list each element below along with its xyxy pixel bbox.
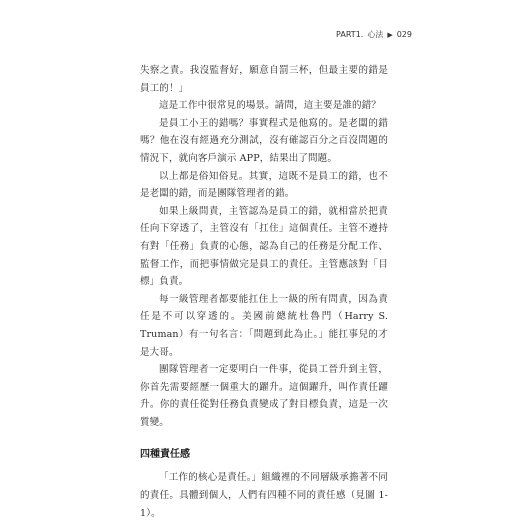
paragraph: 如果上級問責，主管認為是員工的錯，就相當於把責任向下穿透了，主管沒有「扛住」這個責任。主管不遵持有對「任務」負責的心態，認為自己的任務是分配工作、監督工作，而把事情做完是員工的責任。主管應該對「目標」負責。 xyxy=(140,205,388,288)
paragraph: 每一級管理者都要能扛住上一級的所有問責，因為責任是不可以穿透的。美國前總統杜魯門（Harry S. Truman）有一句名言：「問題到此為止。」能扛事兒的才是大哥。 xyxy=(140,293,388,358)
paragraph: 是員工小王的錯嗎？事實程式是他寫的。是老闆的錯嗎？他在沒有經過充分測試，沒有確認百分之百沒問題的情況下，就向客戶演示 APP，結果出了問題。 xyxy=(140,117,388,164)
triangle-right-icon: ▶ xyxy=(387,30,393,39)
paragraph: 失察之責。我沒監督好，願意自罰三杯，但最主要的錯是員工的！」 xyxy=(140,65,388,94)
section-label: 心法 xyxy=(367,30,384,39)
section-heading: 四種責任感 xyxy=(140,449,190,461)
part-label: PART1. xyxy=(336,30,364,39)
body-text-after xyxy=(140,469,388,522)
paragraph: 「工作的核心是責任。」組織裡的不同層級承擔著不同的責任。具體到個人，人們有四種不同的責任感（見圖 1-1）。 xyxy=(140,472,388,519)
paragraph: 團隊管理者一定要明白一件事，從員工晉升到主管，你首先需要經歷一個重大的躍升。這個躍升，叫作責任躍升。你的責任從對任務負責變成了對目標負責，這是一次質變。 xyxy=(140,364,388,428)
running-header xyxy=(336,29,412,40)
page-body xyxy=(140,62,388,522)
body-text-before xyxy=(140,62,388,431)
paragraph: 以上都是俗知俗見。其實，這既不是員工的錯，也不是老闆的錯，而是團隊管理者的錯。 xyxy=(140,170,388,200)
page-number: 029 xyxy=(396,30,412,39)
paragraph: 這是工作中很常見的場景。請問，這主要是誰的錯？ xyxy=(159,100,381,112)
